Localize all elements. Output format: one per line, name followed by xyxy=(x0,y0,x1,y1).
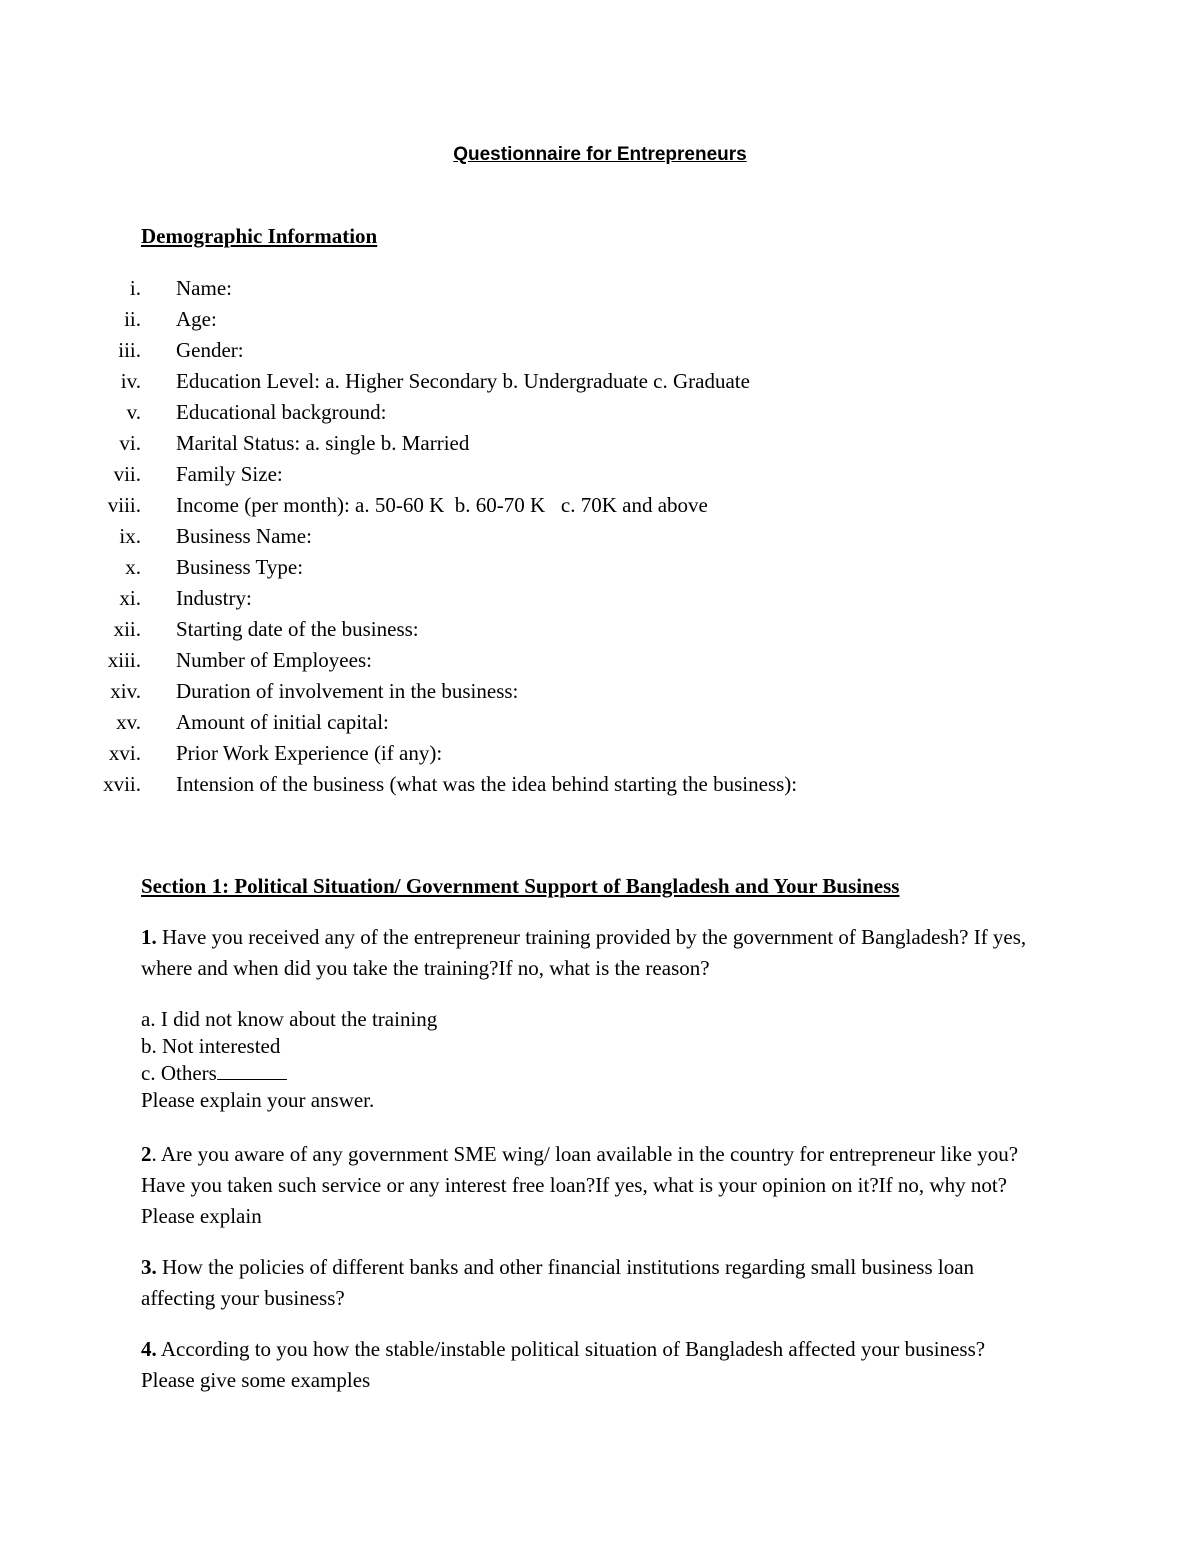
option-c-label: c. Others xyxy=(141,1061,217,1085)
item-text: Duration of involvement in the business: xyxy=(176,679,519,703)
item-text: Age: xyxy=(176,307,217,331)
item-number: ix. xyxy=(119,524,141,548)
item-number: vi. xyxy=(119,431,141,455)
item-number: xvi. xyxy=(108,741,141,765)
item-number: vii. xyxy=(113,462,141,486)
question-text: How the policies of different banks and other financial institutions regarding small business loan affecting your business? xyxy=(141,1255,975,1310)
answer-blank-line xyxy=(217,1061,287,1080)
question-3 xyxy=(141,1252,1041,1314)
demographic-item xyxy=(100,431,797,462)
item-text: Marital Status: a. single b. Married xyxy=(176,431,470,455)
question-number: 3. xyxy=(141,1255,157,1279)
option-b: b. Not interested xyxy=(141,1034,281,1058)
item-number: xii. xyxy=(113,617,141,641)
question-text: According to you how the stable/instable political situation of Bangladesh affected your business? Please give some examples xyxy=(141,1337,986,1392)
demographic-item xyxy=(100,276,797,307)
item-number: iv. xyxy=(120,369,141,393)
demographic-item xyxy=(100,648,797,679)
item-text: Amount of initial capital: xyxy=(176,710,389,734)
question-2 xyxy=(141,1139,1041,1232)
demographic-item xyxy=(100,493,797,524)
question-1 xyxy=(141,922,1041,984)
explain-instruction: Please explain your answer. xyxy=(141,1088,375,1112)
demographic-item xyxy=(100,555,797,586)
demographic-item xyxy=(100,400,797,431)
demographic-item xyxy=(100,369,797,400)
item-number: i. xyxy=(129,276,141,300)
item-text: Income (per month): a. 50-60 K b. 60-70 K c. 70K and above xyxy=(176,493,708,517)
demographic-item xyxy=(100,338,797,369)
demographic-item xyxy=(100,462,797,493)
demographic-item xyxy=(100,524,797,555)
question-4 xyxy=(141,1334,1041,1396)
item-number: xiii. xyxy=(107,648,141,672)
item-number: ii. xyxy=(124,307,141,331)
item-text: Prior Work Experience (if any): xyxy=(176,741,443,765)
item-number: xv. xyxy=(116,710,141,734)
demographic-item xyxy=(100,617,797,648)
section-1-heading: Section 1: Political Situation/ Government Support of Bangladesh and Your Business xyxy=(141,874,900,898)
demographic-item xyxy=(100,741,797,772)
item-number: x. xyxy=(125,555,141,579)
demographic-item xyxy=(100,679,797,710)
demographic-item xyxy=(100,772,797,803)
question-number: 4. xyxy=(141,1337,157,1361)
question-text: Have you received any of the entrepreneur training provided by the government of Bangladesh? If yes, where and when did you take the training?If no, what is the reason? xyxy=(141,925,1027,980)
demographic-list xyxy=(100,276,797,803)
question-number: 2 xyxy=(141,1142,152,1166)
item-number: xi. xyxy=(119,586,141,610)
item-number: xvii. xyxy=(103,772,141,796)
document-title: Questionnaire for Entrepreneurs xyxy=(453,144,747,165)
item-text: Starting date of the business: xyxy=(176,617,419,641)
item-number: xiv. xyxy=(110,679,141,703)
demographic-item xyxy=(100,710,797,741)
option-a: a. I did not know about the training xyxy=(141,1007,438,1031)
question-number: 1. xyxy=(141,925,157,949)
demographic-item xyxy=(100,307,797,338)
question-text: . Are you aware of any government SME wing/ loan available in the country for entrepreneur like you? Have you taken such service or any interest free loan?If yes, what is your opinion on it?If no, why not? Please explain xyxy=(141,1142,1019,1228)
item-text: Intension of the business (what was the idea behind starting the business): xyxy=(176,772,798,796)
item-text: Name: xyxy=(176,276,232,300)
item-text: Educational background: xyxy=(176,400,387,424)
item-text: Business Type: xyxy=(176,555,304,579)
item-text: Gender: xyxy=(176,338,244,362)
option-c xyxy=(141,1060,437,1087)
item-number: viii. xyxy=(107,493,141,517)
item-number: v. xyxy=(126,400,141,424)
question-1-options xyxy=(141,1006,437,1087)
item-text: Business Name: xyxy=(176,524,312,548)
item-text: Family Size: xyxy=(176,462,283,486)
demographic-heading: Demographic Information xyxy=(141,224,378,248)
demographic-item xyxy=(100,586,797,617)
item-text: Number of Employees: xyxy=(176,648,372,672)
item-text: Industry: xyxy=(176,586,252,610)
item-number: iii. xyxy=(118,338,141,362)
item-text: Education Level: a. Higher Secondary b. Undergraduate c. Graduate xyxy=(176,369,750,393)
